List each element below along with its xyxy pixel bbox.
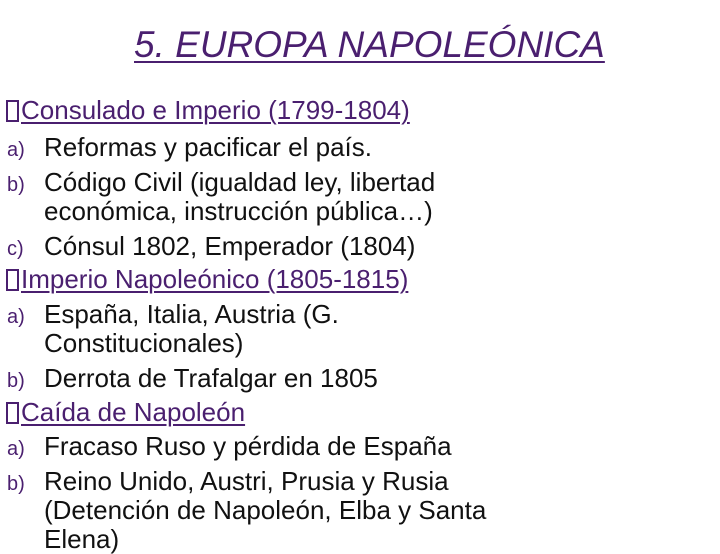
item-line: Elena) <box>44 524 120 554</box>
list-item <box>44 432 452 461</box>
list-item <box>44 467 486 554</box>
item-line: Reino Unido, Austri, Prusia y Rusia <box>44 466 449 496</box>
item-line: económica, instrucción pública…) <box>44 196 433 226</box>
section-heading <box>6 95 410 126</box>
item-marker: c) <box>7 238 24 260</box>
item-marker: a) <box>7 306 25 328</box>
section-heading-text: Consulado e Imperio (1799-1804) <box>21 95 410 125</box>
item-line: (Detención de Napoleón, Elba y Santa <box>44 495 487 525</box>
section-heading-text: Caída de Napoleón <box>21 397 246 427</box>
slide-title: 5. EUROPA NAPOLEÓNICA <box>134 24 605 65</box>
item-marker: b) <box>7 370 25 392</box>
section-heading <box>6 264 408 295</box>
section-heading <box>6 397 245 428</box>
item-marker: a) <box>7 438 25 460</box>
item-marker: b) <box>7 473 25 495</box>
item-line: Código Civil (igualdad ley, libertad <box>44 167 436 197</box>
list-item <box>44 232 415 261</box>
item-marker: a) <box>7 139 25 161</box>
bullet-box-icon <box>6 402 19 424</box>
item-marker: b) <box>7 174 25 196</box>
item-line: Cónsul 1802, Emperador (1804) <box>44 231 416 261</box>
item-line: Reformas y pacificar el país. <box>44 132 373 162</box>
list-item <box>44 364 378 393</box>
item-line: Derrota de Trafalgar en 1805 <box>44 363 378 393</box>
bullet-box-icon <box>6 100 19 122</box>
item-line: Constitucionales) <box>44 328 244 358</box>
list-item <box>44 133 372 162</box>
bullet-box-icon <box>6 269 19 291</box>
item-line: España, Italia, Austria (G. <box>44 299 339 329</box>
list-item <box>44 168 435 226</box>
list-item <box>44 300 339 358</box>
slide-title-wrap <box>134 24 605 66</box>
item-line: Fracaso Ruso y pérdida de España <box>44 431 452 461</box>
section-heading-text: Imperio Napoleónico (1805-1815) <box>21 264 409 294</box>
